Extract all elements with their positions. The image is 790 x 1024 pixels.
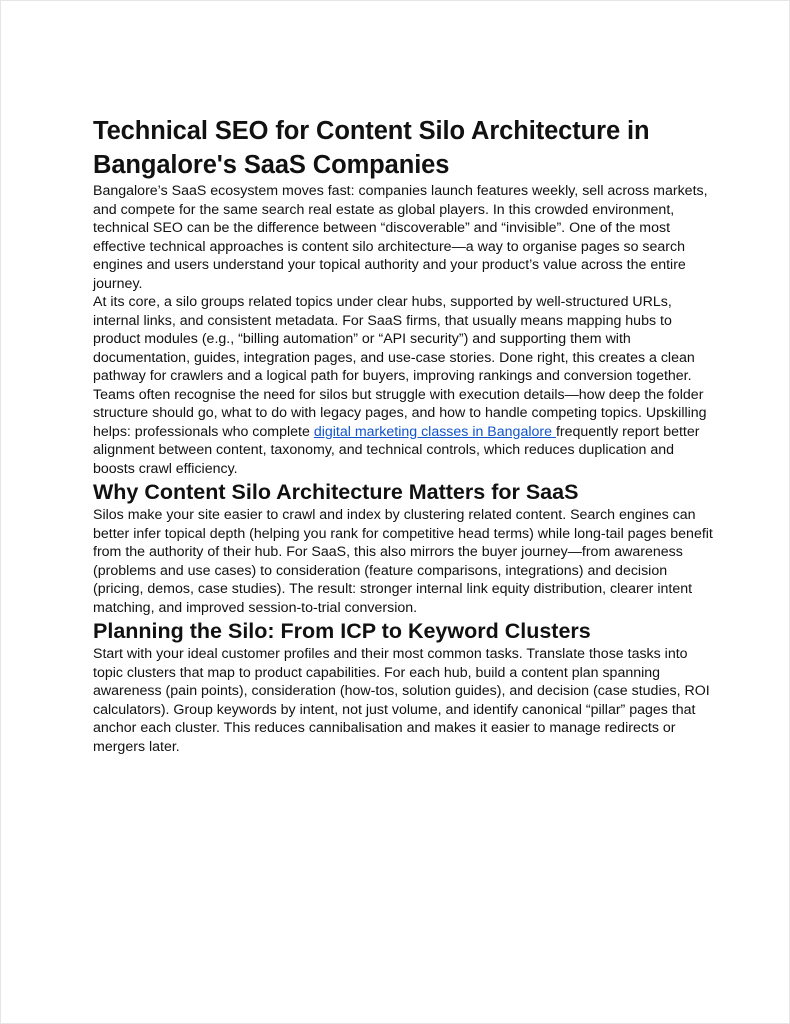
document-title: Technical SEO for Content Silo Architecture in Bangalore's SaaS Companies	[93, 117, 650, 179]
section-heading-planning: Planning the Silo: From ICP to Keyword Clusters	[93, 619, 591, 643]
upskilling-text-before-link: Teams often recognise the need for silos but struggle with execution details—how deep the folder structure should go, what to do with legacy pages, and how to handle competing topics. Upskilling helps: professionals who complete	[93, 386, 707, 440]
intro-paragraph: Bangalore’s SaaS ecosystem moves fast: companies launch features weekly, sell across markets, and compete for the same search real estate as global players. In this crowded environment, technical SEO can be the difference between “discoverable” and “invisible”. One of the most effective technical approaches is content silo architecture—a way to organise pages so search engines and users understand your topical authority and your product’s value across the entire journey.	[93, 183, 708, 292]
upskilling-text-after-link: frequently report better alignment between content, taxonomy, and technical controls, which reduces duplication and boosts crawl efficiency.	[93, 423, 700, 477]
silo-overview-paragraph: At its core, a silo groups related topics under clear hubs, supported by well-structured URLs, internal links, and consistent metadata. For SaaS firms, that usually means mapping hubs to product modules (e.g., “billing automation” or “API security”) and supporting them with documentation, guides, integration pages, and use-case stories. Done right, this creates a clean pathway for crawlers and a logical path for buyers, improving rankings and conversion together.	[93, 294, 695, 384]
section-paragraph-why-silo: Silos make your site easier to crawl and index by clustering related content. Search engines can better infer topical depth (helping you rank for competitive head terms) while long-tail pages benefit from the authority of their hub. For SaaS, this also mirrors the buyer journey—from awareness (problems and use cases) to consideration (feature comparisons, integrations) and decision (pricing, demos, case studies). The result: stronger internal link equity distribution, clearer intent matching, and improved session-to-trial conversion.	[93, 507, 713, 616]
section-heading-why-silo: Why Content Silo Architecture Matters for SaaS	[93, 480, 579, 504]
section-paragraph-planning: Start with your ideal customer profiles and their most common tasks. Translate those tasks into topic clusters that map to product capabilities. For each hub, build a content plan spanning awareness (pain points), consideration (how-tos, solution guides), and decision (case studies, ROI calculators). Group keywords by intent, not just volume, and identify canonical “pillar” pages that anchor each cluster. This reduces cannibalisation and makes it easier to manage redirects or mergers later.	[93, 646, 710, 755]
upskilling-paragraph	[93, 386, 713, 479]
document-body	[93, 114, 713, 756]
digital-marketing-classes-link[interactable]: digital marketing classes in Bangalore	[313, 423, 556, 440]
